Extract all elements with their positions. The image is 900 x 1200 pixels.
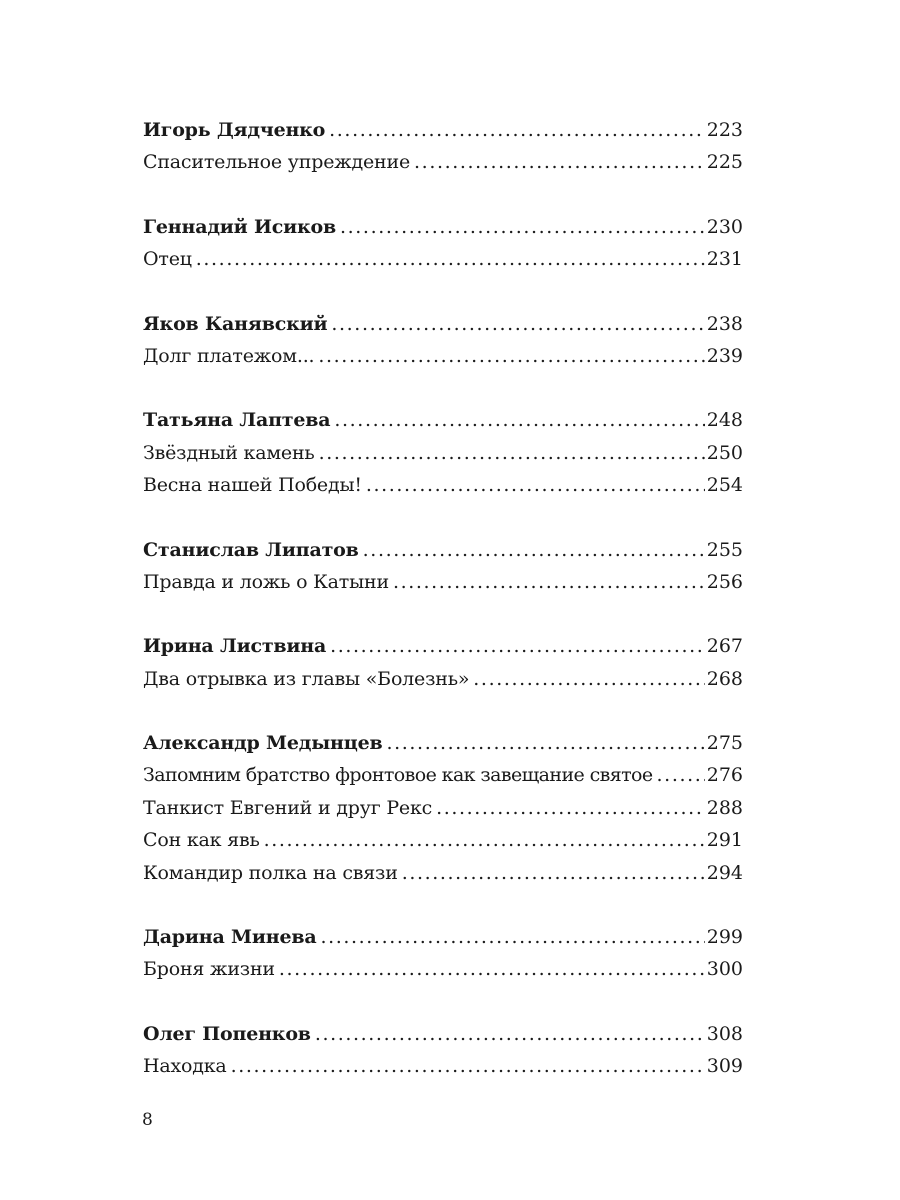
dot-leader bbox=[320, 921, 704, 953]
toc-work-entry bbox=[143, 1050, 743, 1082]
toc-work-entry bbox=[143, 953, 743, 985]
toc-group bbox=[143, 211, 743, 276]
work-title: Отец bbox=[143, 248, 192, 271]
page-ref: 276 bbox=[706, 764, 743, 787]
dot-leader bbox=[315, 1018, 705, 1050]
toc-work-entry bbox=[143, 857, 743, 889]
work-title: Правда и ложь о Катыни bbox=[143, 570, 389, 593]
toc-work-entry bbox=[143, 566, 743, 598]
page-ref: 300 bbox=[706, 958, 743, 981]
work-title: Спасительное упреждение bbox=[143, 151, 411, 174]
toc-work-entry bbox=[143, 824, 743, 856]
table-of-contents bbox=[143, 114, 743, 1115]
page-ref: 248 bbox=[706, 409, 743, 432]
dot-leader bbox=[340, 211, 705, 243]
toc-work-entry bbox=[143, 243, 743, 275]
author-name: Геннадий Исиков bbox=[143, 215, 337, 238]
dot-leader bbox=[414, 146, 705, 178]
page-ref: 299 bbox=[706, 926, 743, 949]
dot-leader bbox=[402, 857, 705, 889]
toc-group bbox=[143, 630, 743, 695]
work-title: Броня жизни bbox=[143, 958, 275, 981]
page-ref: 225 bbox=[706, 151, 743, 174]
work-title: Запомним братство фронтовое как завещание святое bbox=[143, 764, 653, 787]
dot-leader bbox=[318, 340, 704, 372]
page-ref: 223 bbox=[706, 119, 743, 141]
dot-leader bbox=[334, 404, 704, 436]
dot-leader bbox=[331, 308, 704, 340]
author-name: Дарина Минева bbox=[143, 926, 317, 949]
page-ref: 308 bbox=[706, 1022, 743, 1045]
page-ref: 230 bbox=[706, 215, 743, 238]
dot-leader bbox=[387, 727, 705, 759]
page-ref: 291 bbox=[706, 829, 743, 852]
dot-leader bbox=[393, 566, 705, 598]
author-name: Ирина Листвина bbox=[143, 635, 327, 658]
page-ref: 288 bbox=[706, 796, 743, 819]
dot-leader bbox=[363, 534, 705, 566]
toc-group bbox=[143, 114, 743, 179]
page-ref: 275 bbox=[706, 732, 743, 755]
toc-work-entry bbox=[143, 437, 743, 469]
author-name: Олег Попенков bbox=[143, 1022, 311, 1045]
author-name: Станислав Липатов bbox=[143, 538, 359, 561]
page-ref: 294 bbox=[706, 861, 743, 884]
dot-leader bbox=[279, 953, 705, 985]
author-name: Яков Канявский bbox=[143, 312, 328, 335]
author-name: Игорь Дядченко bbox=[143, 119, 326, 141]
dot-leader bbox=[329, 114, 705, 146]
toc-work-entry bbox=[143, 469, 743, 501]
toc-work-entry bbox=[143, 340, 743, 372]
dot-leader bbox=[366, 469, 705, 501]
toc-author-entry bbox=[143, 921, 743, 953]
toc-author-entry bbox=[143, 114, 743, 146]
toc-author-entry bbox=[143, 534, 743, 566]
page-ref: 309 bbox=[706, 1055, 743, 1078]
dot-leader bbox=[264, 824, 705, 856]
page-ref: 239 bbox=[706, 344, 743, 367]
dot-leader bbox=[231, 1050, 705, 1082]
work-title: Звёздный камень bbox=[143, 441, 315, 464]
page-number: 8 bbox=[142, 1110, 153, 1130]
toc-work-entry bbox=[143, 759, 743, 791]
dot-leader bbox=[196, 243, 705, 275]
work-title: Командир полка на связи bbox=[143, 861, 398, 884]
page-ref: 254 bbox=[706, 474, 743, 497]
toc-author-entry bbox=[143, 727, 743, 759]
toc-author-entry bbox=[143, 630, 743, 662]
dot-leader bbox=[473, 663, 704, 695]
toc-group bbox=[143, 921, 743, 986]
toc-work-entry bbox=[143, 663, 743, 695]
author-name: Татьяна Лаптева bbox=[143, 409, 331, 432]
toc-author-entry bbox=[143, 211, 743, 243]
work-title: Сон как явь bbox=[143, 829, 260, 852]
page-ref: 231 bbox=[706, 248, 743, 271]
toc-group bbox=[143, 1018, 743, 1083]
page-ref: 267 bbox=[706, 635, 743, 658]
dot-leader bbox=[657, 759, 705, 791]
toc-group bbox=[143, 727, 743, 889]
toc-work-entry bbox=[143, 146, 743, 178]
page-ref: 250 bbox=[706, 441, 743, 464]
toc-author-entry bbox=[143, 1018, 743, 1050]
page-ref: 256 bbox=[706, 570, 743, 593]
toc-group bbox=[143, 308, 743, 373]
dot-leader bbox=[330, 630, 705, 662]
page-ref: 268 bbox=[706, 667, 743, 690]
author-name: Александр Медынцев bbox=[143, 732, 383, 755]
page-ref: 255 bbox=[706, 538, 743, 561]
page-ref: 238 bbox=[706, 312, 743, 335]
toc-group bbox=[143, 404, 743, 501]
dot-leader bbox=[436, 792, 705, 824]
work-title: Танкист Евгений и друг Рекс bbox=[143, 796, 433, 819]
work-title: Весна нашей Победы! bbox=[143, 474, 362, 497]
toc-author-entry bbox=[143, 404, 743, 436]
dot-leader bbox=[319, 437, 705, 469]
toc-group bbox=[143, 534, 743, 599]
work-title: Долг платежом... bbox=[143, 344, 315, 367]
toc-author-entry bbox=[143, 308, 743, 340]
work-title: Два отрывка из главы «Болезнь» bbox=[143, 667, 470, 690]
toc-work-entry bbox=[143, 792, 743, 824]
work-title: Находка bbox=[143, 1055, 227, 1078]
